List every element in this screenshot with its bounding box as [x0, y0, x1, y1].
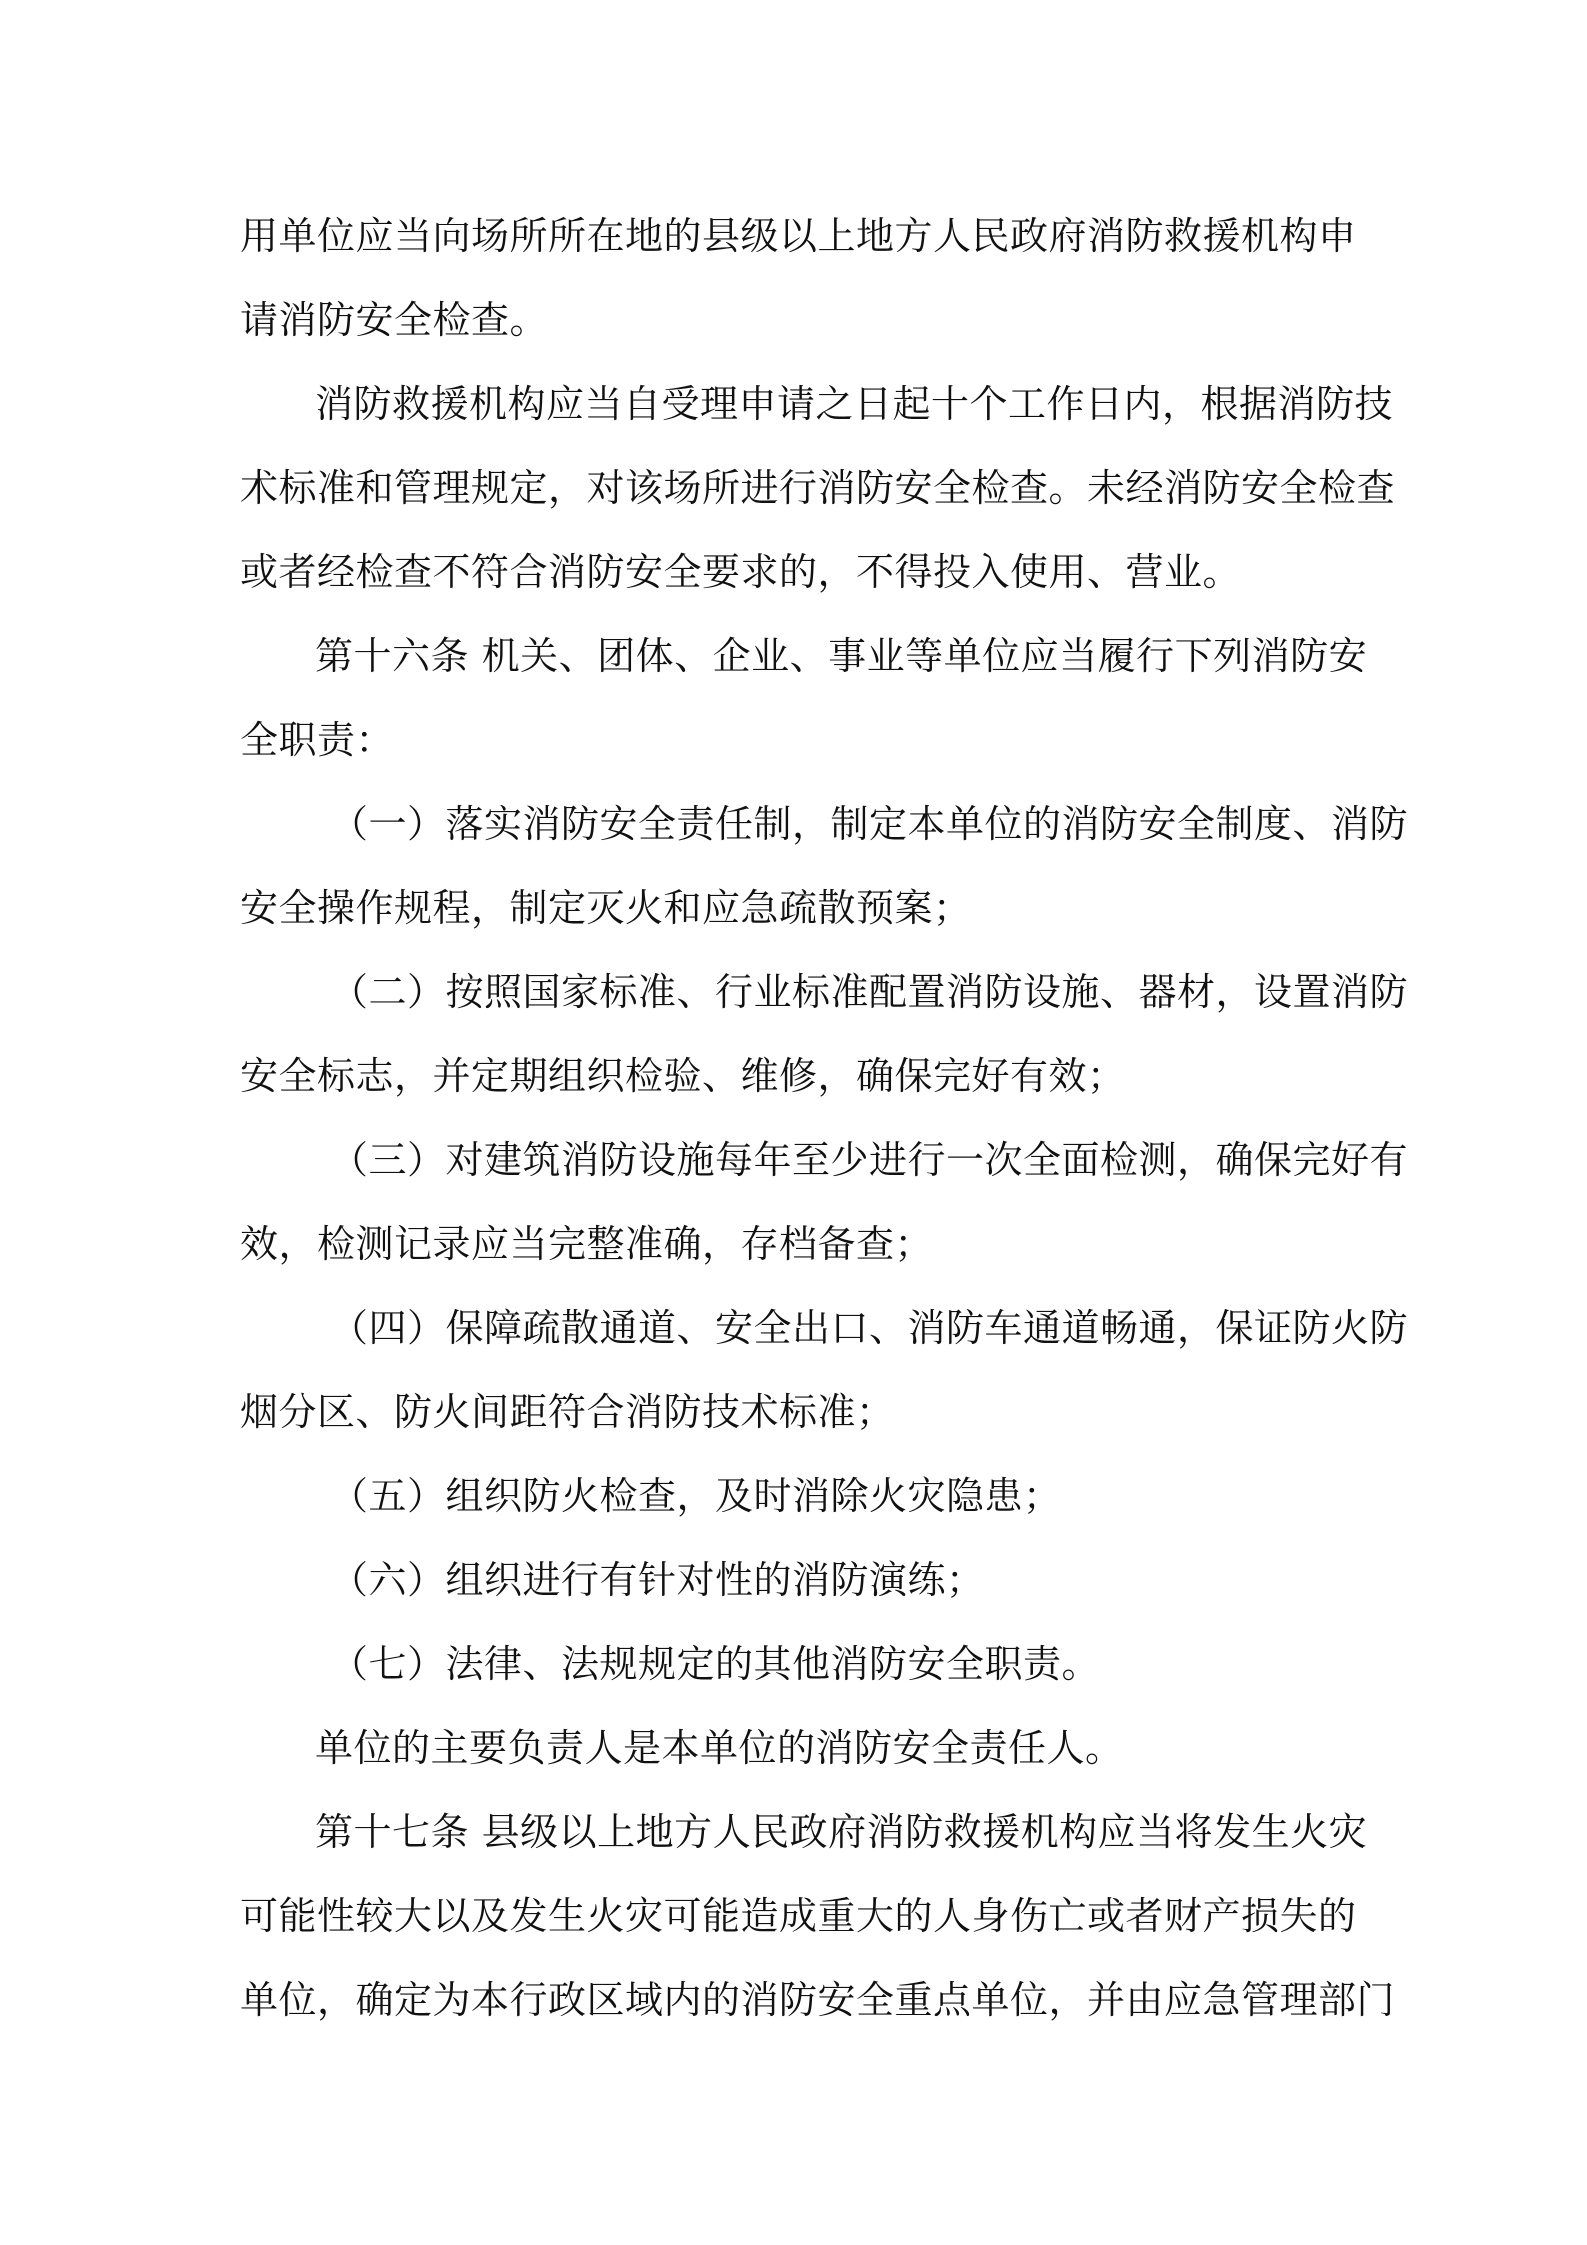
list-item-line: （一）落实消防安全责任制，制定本单位的消防安全制度、消防 [330, 802, 1409, 846]
text-line: 请消防安全检查。 [240, 298, 549, 342]
list-item-line: （三）对建筑消防设施每年至少进行一次全面检测，确保完好有 [330, 1138, 1409, 1182]
article-heading-line: 第十六条 机关、团体、企业、事业等单位应当履行下列消防安 [315, 634, 1368, 678]
text-line: 用单位应当向场所所在地的县级以上地方人民政府消防救援机构申 [240, 214, 1357, 258]
list-item-line: （五）组织防火检查，及时消除火灾隐患； [330, 1474, 1062, 1518]
text-line: 烟分区、防火间距符合消防技术标准； [240, 1390, 895, 1434]
list-item-line: （四）保障疏散通道、安全出口、消防车通道畅通，保证防火防 [330, 1306, 1409, 1350]
text-line: 效，检测记录应当完整准确，存档备查； [240, 1222, 934, 1266]
text-line: 术标准和管理规定，对该场所进行消防安全检查。未经消防安全检查 [240, 466, 1396, 510]
list-item-line: （六）组织进行有针对性的消防演练； [330, 1558, 985, 1602]
text-line: 安全标志，并定期组织检验、维修，确保完好有效； [240, 1054, 1126, 1098]
list-item-line: （七）法律、法规规定的其他消防安全职责。 [330, 1642, 1101, 1686]
text-line: 单位，确定为本行政区域内的消防安全重点单位，并由应急管理部门 [240, 1978, 1396, 2022]
list-item-line: （二）按照国家标准、行业标准配置消防设施、器材，设置消防 [330, 970, 1409, 1014]
text-line: 消防救援机构应当自受理申请之日起十个工作日内，根据消防技 [315, 382, 1394, 426]
text-line: 可能性较大以及发生火灾可能造成重大的人身伤亡或者财产损失的 [240, 1894, 1357, 1938]
text-line: 单位的主要负责人是本单位的消防安全责任人。 [315, 1726, 1124, 1770]
text-line: 全职责： [240, 718, 395, 762]
article-heading-line: 第十七条 县级以上地方人民政府消防救援机构应当将发生火灾 [315, 1810, 1368, 1854]
text-line: 安全操作规程，制定灭火和应急疏散预案； [240, 886, 972, 930]
text-line: 或者经检查不符合消防安全要求的，不得投入使用、营业。 [240, 550, 1242, 594]
